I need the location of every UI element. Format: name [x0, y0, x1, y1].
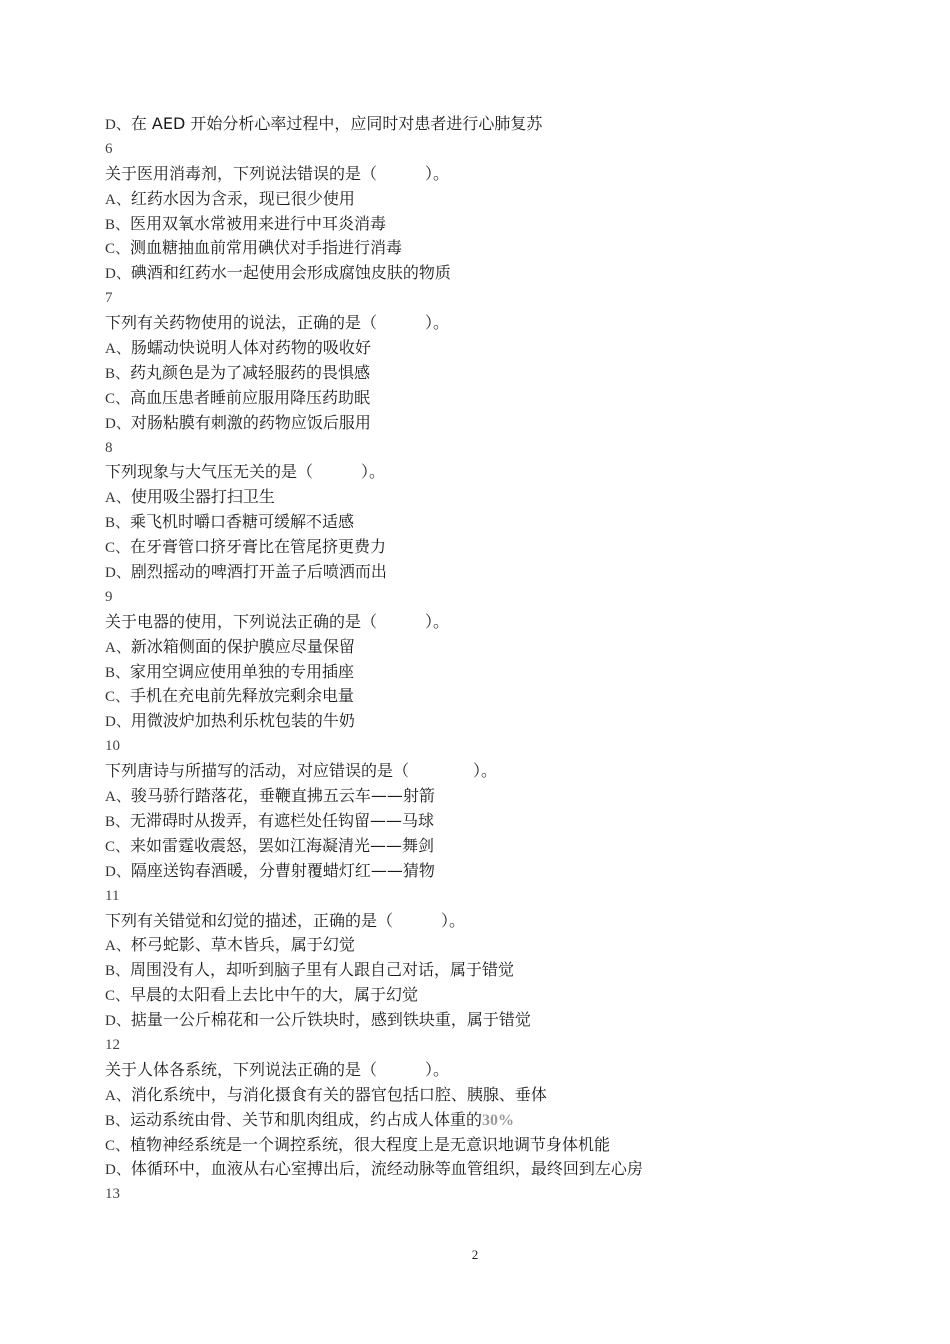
option-line	[105, 485, 865, 510]
question-number: 10	[105, 738, 120, 755]
question-stem: 关于医用消毒剂，下列说法错误的是（ ）。	[105, 163, 450, 183]
option-letter: A、	[105, 1087, 131, 1104]
option-letter: B、	[105, 813, 131, 830]
option-letter: A、	[105, 490, 131, 507]
option-text: 杯弓蛇影、草木皆兵，属于幻觉	[130, 935, 355, 955]
option-letter: C、	[105, 540, 131, 557]
option-text: 红药水因为含汞，现已很少使用	[130, 188, 355, 208]
option-line	[105, 1133, 865, 1158]
option-line	[105, 1008, 865, 1033]
question-stem: 下列现象与大气压无关的是（ ）。	[105, 462, 386, 482]
option-text: 无滞碍时从拨弄，有遮栏处任钩留——马球	[130, 810, 435, 830]
question-stem: 下列有关药物使用的说法，正确的是（ ）。	[105, 313, 450, 333]
question-stem: 关于人体各系统，下列说法正确的是（ ）。	[105, 1059, 450, 1079]
question-stem: 关于电器的使用，下列说法正确的是（ ）。	[105, 611, 450, 631]
option-line	[105, 1108, 865, 1133]
option-letter: D、	[105, 714, 131, 731]
option-text: 运动系统由骨、关节和肌肉组成，约占成人体重的	[130, 1109, 483, 1129]
option-line	[105, 386, 865, 411]
option-line	[105, 709, 865, 734]
option-text: 骏马骄行踏落花，垂鞭直拂五云车——射箭	[130, 786, 435, 806]
option-line	[105, 684, 865, 709]
option-text: 对肠粘膜有刺激的药物应饭后服用	[130, 412, 371, 432]
option-letter: D、	[105, 565, 131, 582]
option-line	[105, 411, 865, 436]
option-text: 早晨的太阳看上去比中午的大，属于幻觉	[130, 985, 419, 1005]
option-line	[105, 933, 865, 958]
option-text: 隔座送钩春酒暖，分曹射覆蜡灯红——猜物	[130, 860, 435, 880]
option-text: 在 AED 开始分析心率过程中，应同时对患者进行心肺复苏	[130, 114, 543, 133]
option-text: 用微波炉加热利乐枕包装的牛奶	[130, 711, 355, 731]
option-line	[105, 660, 865, 685]
option-letter: C、	[105, 689, 131, 706]
option-line	[105, 187, 865, 212]
question-stem: 下列有关错觉和幻觉的描述，正确的是（ ）。	[105, 910, 466, 930]
option-line	[105, 212, 865, 237]
option-letter: C、	[105, 988, 131, 1005]
option-text: 测血糖抽血前常用碘伏对手指进行消毒	[130, 238, 403, 258]
option-line	[105, 261, 865, 286]
option-letter: A、	[105, 789, 131, 806]
option-text: 药丸颜色是为了减轻服药的畏惧感	[130, 362, 371, 382]
option-line	[105, 784, 865, 809]
option-text: 新冰箱侧面的保护膜应尽量保留	[130, 636, 355, 656]
question-number: 13	[105, 1186, 120, 1203]
option-line	[105, 510, 865, 535]
option-letter: D、	[105, 117, 131, 133]
option-letter: A、	[105, 938, 131, 955]
option-text: 高血压患者睡前应服用降压药助眠	[130, 387, 371, 407]
option-line	[105, 983, 865, 1008]
option-text: 植物神经系统是一个调控系统，很大程度上是无意识地调节身体机能	[130, 1134, 611, 1154]
question-stem: 下列唐诗与所描写的活动，对应错误的是（ ）。	[105, 761, 498, 781]
option-letter: B、	[105, 515, 131, 532]
option-line	[105, 535, 865, 560]
option-line	[105, 112, 865, 137]
question-list	[105, 137, 865, 1182]
question-number: 7	[105, 290, 113, 307]
question-block	[105, 137, 865, 286]
option-letter: B、	[105, 1112, 131, 1129]
option-letter: C、	[105, 241, 131, 258]
question-block	[105, 436, 865, 585]
option-text: 肠蠕动快说明人体对药物的吸收好	[130, 338, 371, 358]
option-line	[105, 336, 865, 361]
option-letter: C、	[105, 390, 131, 407]
option-letter: D、	[105, 415, 131, 432]
option-line	[105, 958, 865, 983]
option-text: 手机在充电前先释放完剩余电量	[130, 686, 355, 706]
option-line	[105, 809, 865, 834]
option-line	[105, 834, 865, 859]
option-letter: D、	[105, 266, 131, 283]
option-letter: C、	[105, 1137, 131, 1154]
document-body	[105, 112, 865, 1207]
option-letter: B、	[105, 963, 131, 980]
option-text: 家用空调应使用单独的专用插座	[130, 661, 355, 681]
option-text: 掂量一公斤棉花和一公斤铁块时，感到铁块重，属于错觉	[130, 1010, 531, 1030]
option-text: 乘飞机时嚼口香糖可缓解不适感	[130, 512, 355, 532]
question-block	[105, 884, 865, 1033]
option-text: 消化系统中，与消化摄食有关的器官包括口腔、胰腺、垂体	[130, 1084, 547, 1104]
option-line	[105, 635, 865, 660]
option-line	[105, 361, 865, 386]
option-letter: B、	[105, 216, 131, 233]
option-letter: D、	[105, 1013, 131, 1030]
question-number: 6	[105, 140, 113, 157]
question-block	[105, 286, 865, 435]
option-text: 来如雷霆收震怒，罢如江海凝清光——舞剑	[130, 835, 435, 855]
option-letter: C、	[105, 838, 131, 855]
option-letter: B、	[105, 664, 131, 681]
question-block	[105, 1033, 865, 1182]
option-text: 使用吸尘器打扫卫生	[130, 487, 275, 507]
option-text: 体循环中，血液从右心室搏出后，流经动脉等血管组织，最终回到左心房	[130, 1159, 643, 1179]
option-line	[105, 560, 865, 585]
option-text: 碘酒和红药水一起使用会形成腐蚀皮肤的物质	[130, 263, 451, 283]
question-number: 11	[105, 887, 120, 904]
option-letter: B、	[105, 365, 131, 382]
question-block	[105, 585, 865, 734]
option-letter: A、	[105, 191, 131, 208]
option-line	[105, 1157, 865, 1182]
question-number: 8	[105, 439, 113, 456]
option-line	[105, 859, 865, 884]
option-line	[105, 236, 865, 261]
question-block	[105, 734, 865, 883]
question-number: 12	[105, 1036, 120, 1053]
option-text: 剧烈摇动的啤酒打开盖子后喷洒而出	[130, 562, 387, 582]
option-text-suffix: 30%	[482, 1111, 515, 1129]
option-line	[105, 1083, 865, 1108]
question-number: 9	[105, 588, 113, 605]
page-number: 2	[471, 1247, 479, 1262]
option-letter: A、	[105, 639, 131, 656]
option-text: 医用双氧水常被用来进行中耳炎消毒	[130, 213, 387, 233]
option-text: 在牙膏管口挤牙膏比在管尾挤更费力	[130, 537, 387, 557]
option-letter: D、	[105, 863, 131, 880]
option-letter: A、	[105, 341, 131, 358]
option-letter: D、	[105, 1162, 131, 1179]
option-text: 周围没有人，却听到脑子里有人跟自己对话，属于错觉	[130, 960, 515, 980]
